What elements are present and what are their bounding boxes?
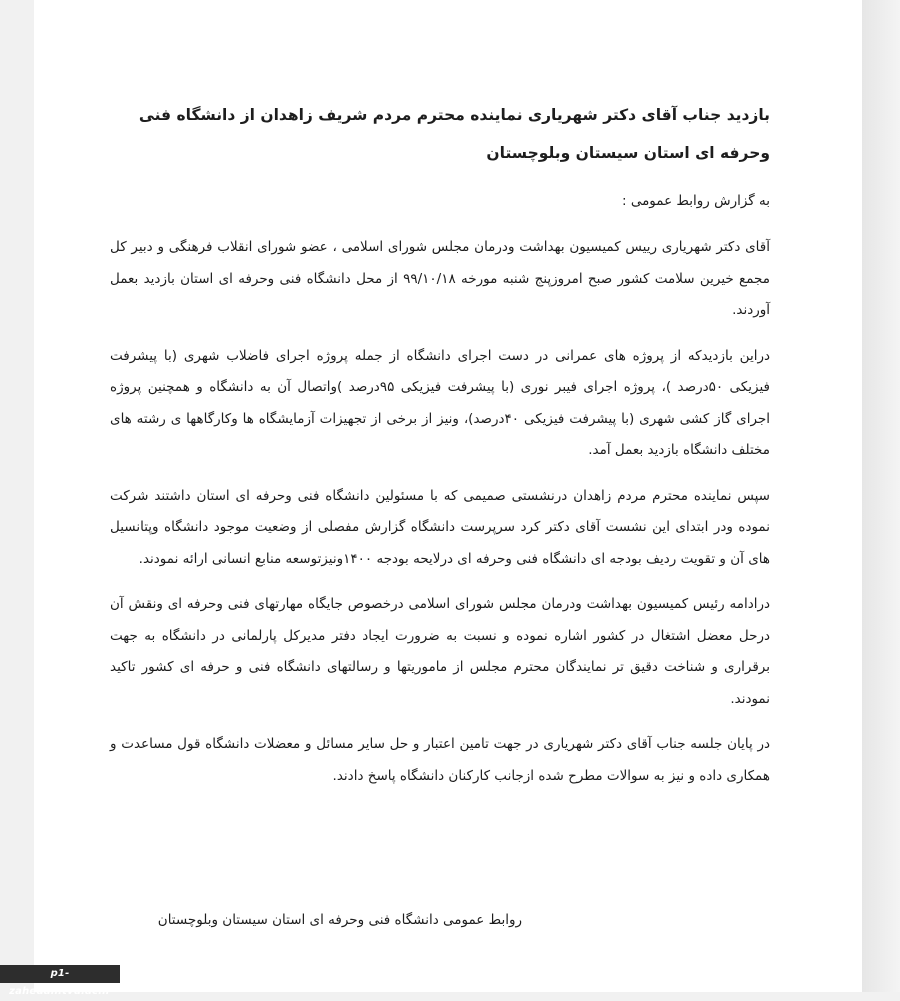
paragraph-meeting: سپس نماینده محترم مردم زاهدان درنشستی صمیمی که با مسئولین دانشگاه فنی وحرفه ای استان داشتند شرکت نموده ودر ابتدای این نشست آقای دکتر کرد سرپرست دانشگاه گزارش مفصلی از وضعیت موجود دانشگاه وپتانسیل های آن و تقویت ردیف بودجه ای دانشگاه فنی وحرفه ای درلایحه بودجه ۱۴۰۰ونیزتوسعه منابع انسانی ارائه نمودند. [110, 487, 770, 567]
site-watermark: p1-zahedan.tvu.ac.ir [0, 965, 120, 983]
page-edge [862, 0, 900, 992]
paragraph-skills: درادامه رئیس کمیسیون بهداشت ودرمان مجلس شورای اسلامی درخصوص جایگاه مهارتهای فنی وحرفه ای ونقش آن درحل معضل اشتغال در کشور اشاره نموده و نسبت به ضرورت ایجاد دفتر مدیرکل پارلمانی در دانشگاه به جهت برقراری و شناخت دقیق تر نمایندگان محترم مجلس از ماموریتها و رسالتهای دانشگاه فنی و حرفه ای کشور تاکید نمودند. [110, 596, 770, 707]
document-body [110, 96, 770, 806]
paragraph-projects: دراین بازدیدکه از پروژه های عمرانی در دست اجرای دانشگاه از جمله پروژه اجرای فاضلاب شهری (با پیشرفت فیزیکی ۵۰درصد )، پروژه اجرای فیبر نوری (با پیشرفت فیزیکی ۹۵درصد )واتصال آن به دانشگاه و همچنین پروژه اجرای گاز کشی شهری (با پیشرفت فیزیکی ۴۰درصد)، ونیز از برخی از تجهیزات آزمایشگاه ها وکارگاهها ی رشته های مختلف دانشگاه بازدید بعمل آمد. [110, 347, 771, 458]
signature-line: روابط عمومی دانشگاه فنی وحرفه ای استان سیستان وبلوچستان [157, 912, 522, 928]
paragraph-closing: در پایان جلسه جناب آقای دکتر شهریاری در جهت تامین اعتبار و حل سایر مسائل و معضلات دانشگاه قول مساعدت و همکاری داده و نیز به سوالات مطرح شده ازجانب کارکنان دانشگاه پاسخ دادند. [110, 736, 770, 784]
document-title: بازدید جناب آقای دکتر شهریاری نماینده محترم مردم شریف زاهدان از دانشگاه فنی وحرفه ای استان سیستان وبلوچستان [138, 106, 770, 162]
intro-line: به گزارش روابط عمومی : [621, 193, 770, 209]
paragraph-visit: آقای دکتر شهریاری رییس کمیسیون بهداشت ودرمان مجلس شورای اسلامی ، عضو شورای انقلاب فرهنگی و دبیر کل مجمع خیرین سلامت کشور صبح امروزپنج شنبه مورخه ۹۹/۱۰/۱۸ از محل دانشگاه فنی وحرفه ای استان بازدید بعمل آوردند. [110, 239, 770, 318]
